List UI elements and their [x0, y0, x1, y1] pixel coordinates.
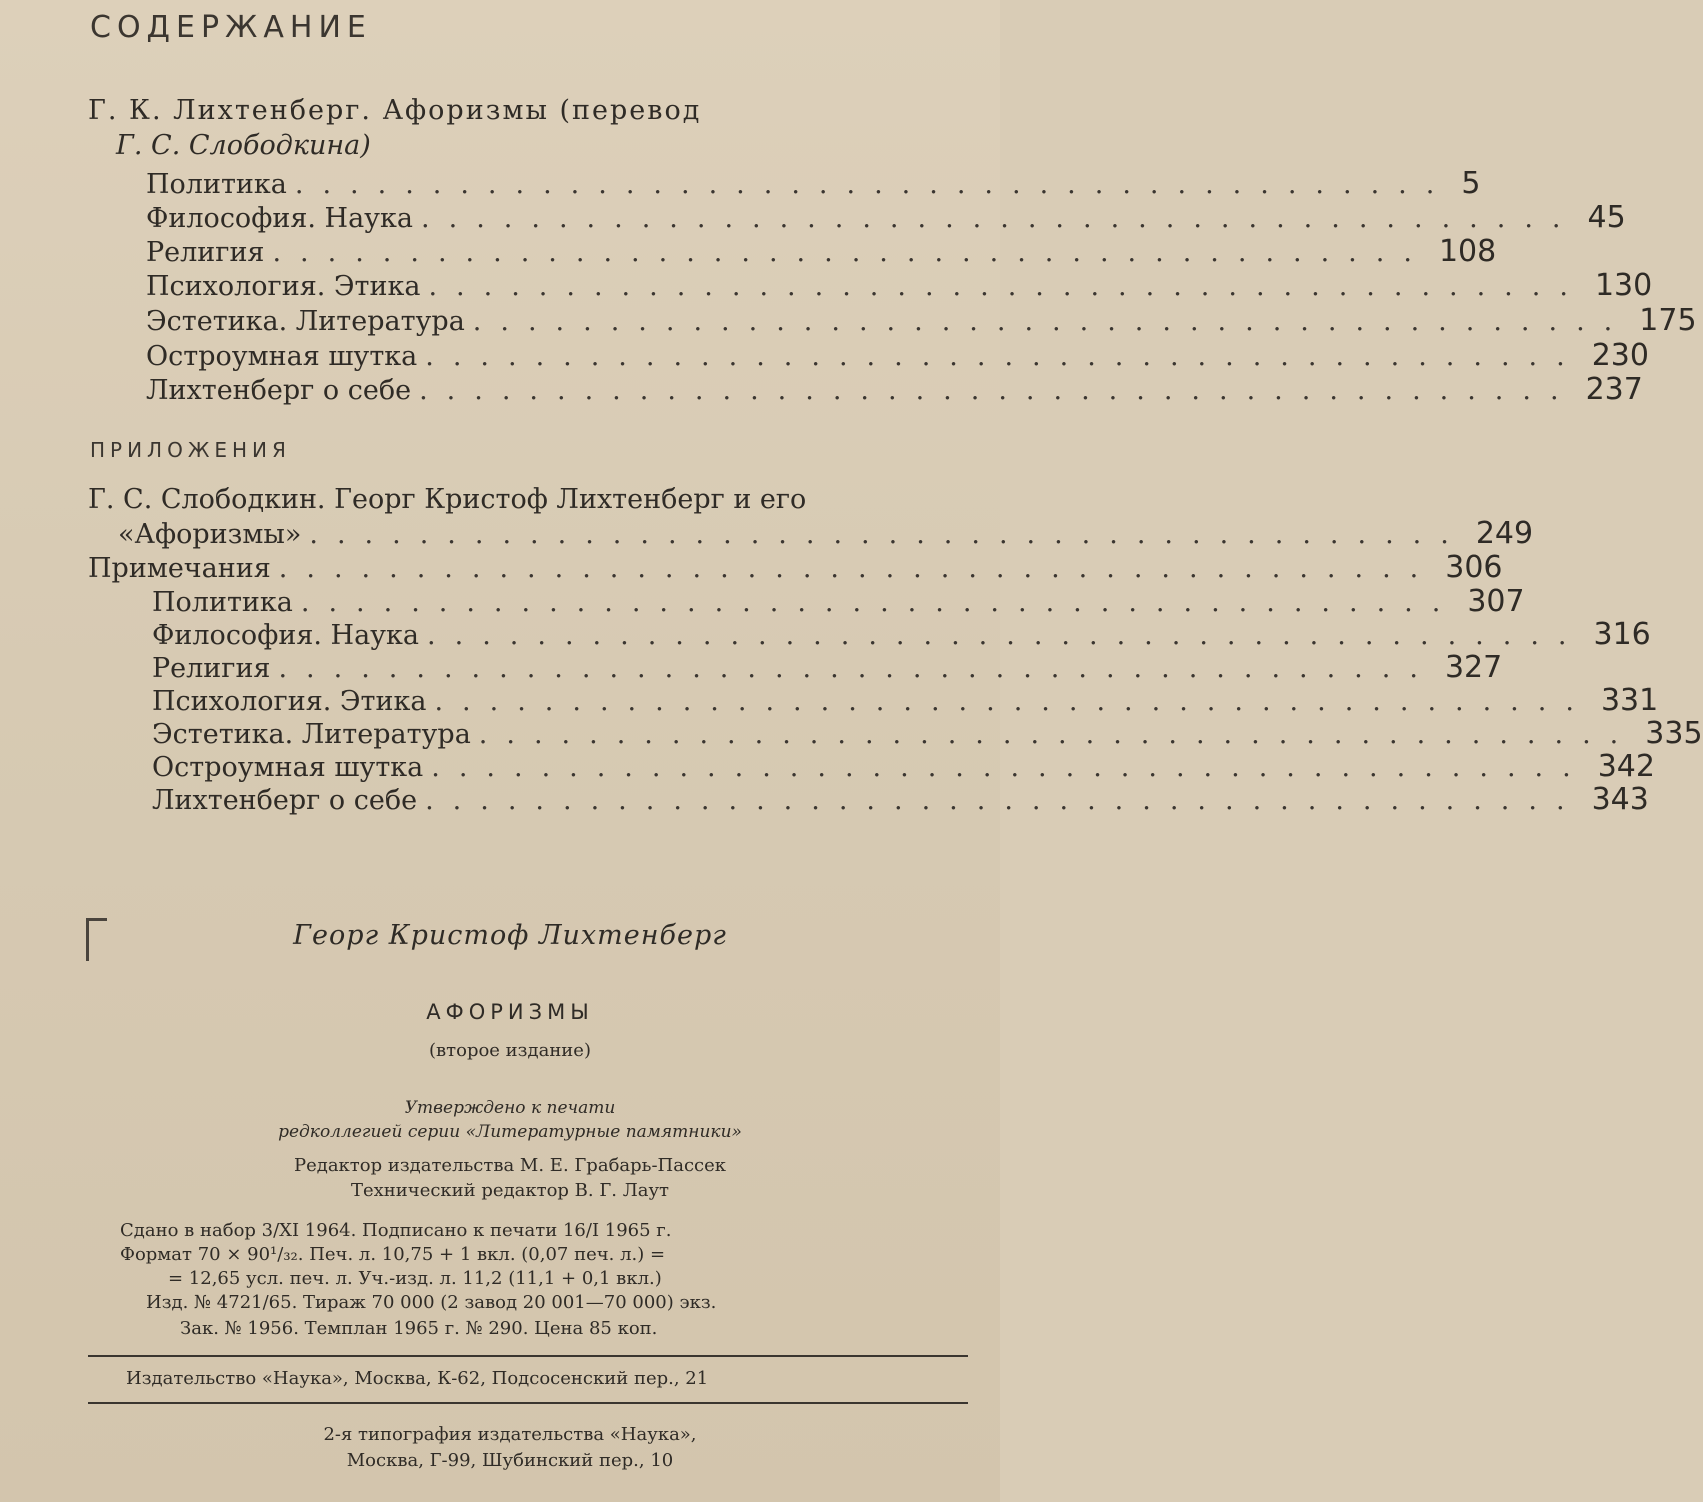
- imprint-line-1: Сдано в набор 3/XI 1964. Подписано к печати 16/I 1965 г.: [120, 1220, 672, 1241]
- toc-row-title: Психология. Этика: [152, 686, 427, 717]
- toc-row-page: 306: [1445, 550, 1503, 585]
- notes-row-aesthetics: [152, 716, 1703, 751]
- colophon-author: Георг Кристоф Лихтенберг: [293, 920, 727, 951]
- toc-row-title: Религия: [146, 237, 265, 268]
- leader-dots: ..........................................: [272, 237, 1431, 268]
- toc-row-essay: [118, 516, 1534, 551]
- leader-dots: ..........................................: [294, 169, 1454, 200]
- leader-dots: ..........................................: [425, 341, 1584, 372]
- toc-row-page: 307: [1467, 584, 1525, 619]
- toc-row-page: 249: [1475, 516, 1534, 551]
- toc-row-notes: [88, 550, 1503, 585]
- notes-row-religion: [152, 650, 1503, 685]
- notes-row-about-self: [152, 782, 1649, 817]
- leader-dots: ..........................................: [425, 785, 1584, 816]
- toc-row-page: 175: [1639, 303, 1697, 338]
- toc-row-about-self: [146, 372, 1643, 407]
- colophon-title: АФОРИЗМЫ: [426, 1000, 594, 1024]
- toc-row-wit: [146, 338, 1649, 373]
- leader-dots: ..........................................: [278, 653, 1437, 684]
- notes-row-wit: [152, 749, 1655, 784]
- toc-row-politics: [146, 166, 1481, 201]
- toc-row-philosophy: [146, 200, 1626, 235]
- printer-line2: Москва, Г-99, Шубинский пер., 10: [346, 1450, 674, 1471]
- toc-row-title: Политика: [146, 169, 287, 200]
- toc-row-page: 343: [1591, 782, 1649, 817]
- toc-row-title: Философия. Наука: [152, 620, 420, 651]
- toc-row-page: 331: [1600, 683, 1659, 718]
- toc-row-aesthetics: [146, 303, 1697, 338]
- approved-line1: Утверждено к печати: [404, 1098, 616, 1118]
- notes-row-philosophy: [152, 617, 1651, 652]
- imprint-line-5: Зак. № 1956. Темплан 1965 г. № 290. Цена 85 коп.: [180, 1318, 658, 1339]
- toc-row-title: «Афоризмы»: [118, 519, 302, 550]
- leader-dots: ..........................................: [419, 375, 1578, 406]
- toc-row-title: Примечания: [88, 553, 271, 584]
- leader-dots: ..........................................: [421, 203, 1580, 234]
- toc-row-page: 237: [1585, 372, 1643, 407]
- toc-row-page: 316: [1593, 617, 1651, 652]
- toc-row-title: Эстетика. Литература: [152, 719, 471, 750]
- leader-dots: ..........................................: [300, 587, 1460, 618]
- toc-row-psychology: [146, 268, 1653, 303]
- imprint-rule-bottom: [88, 1402, 968, 1404]
- leader-dots: ..........................................: [472, 306, 1632, 337]
- leader-dots: ..........................................: [427, 620, 1586, 651]
- toc-row-title: Эстетика. Литература: [146, 306, 465, 337]
- toc-row-title: Религия: [152, 653, 271, 684]
- toc-row-page: 327: [1444, 650, 1503, 685]
- leader-dots: ..........................................: [309, 519, 1468, 550]
- toc-row-page: 5: [1461, 166, 1481, 201]
- imprint-line-4: Изд. № 4721/65. Тираж 70 000 (2 завод 20 001—70 000) экз.: [146, 1292, 717, 1313]
- toc-row-title: Лихтенберг о себе: [152, 785, 418, 816]
- colophon-edition: (второе издание): [429, 1040, 591, 1061]
- toc-row-title: Философия. Наука: [146, 203, 414, 234]
- main-title-line1: Г. К. Лихтенберг. Афоризмы (перевод: [88, 95, 702, 126]
- imprint-line-2: Формат 70 × 90¹/₃₂. Печ. л. 10,75 + 1 вкл. (0,07 печ. л.) =: [120, 1244, 666, 1265]
- leader-dots: ..........................................: [428, 271, 1587, 302]
- toc-row-page: 230: [1591, 338, 1649, 373]
- tech-editor-line: Технический редактор В. Г. Лаут: [350, 1180, 669, 1201]
- publisher-line: Издательство «Наука», Москва, К-62, Подсосенский пер., 21: [126, 1368, 709, 1389]
- printer-line1: 2-я типография издательства «Наука»,: [323, 1424, 697, 1445]
- leader-dots: ..........................................: [431, 752, 1590, 783]
- toc-row-religion: [146, 234, 1497, 269]
- appendix-heading: ПРИЛОЖЕНИЯ: [90, 438, 291, 462]
- notes-row-politics: [152, 584, 1525, 619]
- toc-row-page: 342: [1597, 749, 1655, 784]
- leader-dots: ..........................................: [478, 719, 1638, 750]
- toc-row-page: 130: [1594, 268, 1653, 303]
- notes-row-psychology: [152, 683, 1659, 718]
- toc-row-page: 108: [1438, 234, 1497, 269]
- approved-line2: редколлегией серии «Литературные памятники»: [278, 1122, 742, 1142]
- imprint-line-3: = 12,65 усл. печ. л. Уч.-изд. л. 11,2 (11,1 + 0,1 вкл.): [168, 1268, 662, 1289]
- toc-row-title: Лихтенберг о себе: [146, 375, 412, 406]
- leader-dots: ..........................................: [278, 553, 1438, 584]
- toc-row-title: Психология. Этика: [146, 271, 421, 302]
- main-title-line2: Г. С. Слободкина): [116, 130, 371, 161]
- leader-dots: ..........................................: [434, 686, 1593, 717]
- editor-line: Редактор издательства М. Е. Грабарь-Пассек: [293, 1155, 727, 1176]
- contents-heading: СОДЕРЖАНИЕ: [90, 10, 372, 45]
- toc-row-title: Остроумная шутка: [146, 341, 418, 372]
- essay-title-line1: Г. С. Слободкин. Георг Кристоф Лихтенберг и его: [88, 484, 807, 515]
- toc-row-title: Политика: [152, 587, 293, 618]
- toc-row-title: Остроумная шутка: [152, 752, 424, 783]
- imprint-rule-top: [88, 1355, 968, 1357]
- toc-row-page: 335: [1645, 716, 1703, 751]
- toc-row-page: 45: [1587, 200, 1626, 235]
